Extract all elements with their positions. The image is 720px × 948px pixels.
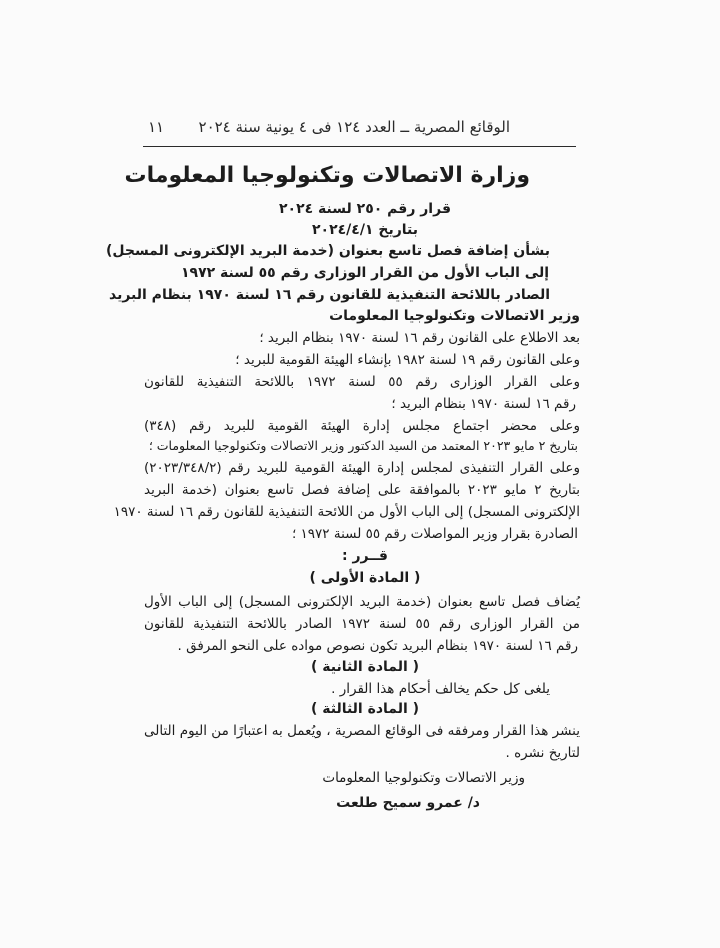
preamble-line: وعلى القرار الوزارى رقم ٥٥ لسنة ١٩٧٢ باللائحة التنفيذية للقانون [144,374,580,390]
article-heading: ( المادة الثالثة ) [310,701,420,717]
decree-number: قرار رقم ٢٥٠ لسنة ٢٠٢٤ [279,201,451,217]
running-header-title: الوقائع المصرية ــ العدد ١٢٤ فى ٤ يونية سنة ٢٠٢٤ [198,118,510,136]
preamble-line: بتاريخ ٢ مايو ٢٠٢٣ بالموافقة على إضافة فصل تاسع بعنوان (خدمة البريد [144,482,580,498]
preamble-line: وعلى محضر اجتماع مجلس إدارة الهيئة القومية للبريد رقم (٣٤٨) [144,418,580,434]
signature-name: د/ عمرو سميح طلعت [336,795,480,811]
preamble-line: بعد الاطلاع على القانون رقم ١٦ لسنة ١٩٧٠ بنظام البريد ؛ [259,330,580,346]
preamble-line: رقم ١٦ لسنة ١٩٧٠ بنظام البريد ؛ [391,396,576,412]
preamble-line: الصادرة بقرار وزير المواصلات رقم ٥٥ لسنة ١٩٧٢ ؛ [291,526,578,542]
signature-title: وزير الاتصالات وتكنولوجيا المعلومات [322,770,525,786]
article-text-line: ينشر هذا القرار ومرفقه فى الوقائع المصرية ، ويُعمل به اعتبارًا من اليوم التالى [144,723,580,739]
header-divider [143,146,576,147]
decree-subject-line: الصادر باللائحة التنفيذية للقانون رقم ١٦ لسنة ١٩٧٠ بنظام البريد [108,287,550,303]
decided-label: قــرر : [342,548,388,564]
article-text-line: يُضاف فصل تاسع بعنوان (خدمة البريد الإلكترونى المسجل) إلى الباب الأول [144,594,580,610]
article-text-line: رقم ١٦ لسنة ١٩٧٠ بنظام البريد تكون نصوص مواده على النحو المرفق . [177,638,578,654]
preamble-line: وعلى القرار التنفيذى لمجلس إدارة الهيئة القومية للبريد رقم (٢٠٢٣/٣٤٨/٢) [144,460,580,476]
article-heading: ( المادة الثانية ) [310,659,420,675]
ministry-title: وزارة الاتصالات وتكنولوجيا المعلومات [124,163,530,188]
preamble-line: بتاريخ ٢ مايو ٢٠٢٣ المعتمد من السيد الدكتور وزير الاتصالات وتكنولوجيا المعلومات ؛ [148,438,578,453]
article-heading: ( المادة الأولى ) [309,570,421,586]
preamble-line: الإلكترونى المسجل) إلى الباب الأول من اللائحة التنفيذية للقانون رقم ١٦ لسنة ١٩٧٠ [113,504,580,520]
preamble-line: وعلى القانون رقم ١٩ لسنة ١٩٨٢ بإنشاء الهيئة القومية للبريد ؛ [235,352,580,368]
decree-subject-line: بشأن إضافة فصل تاسع بعنوان (خدمة البريد الإلكترونى المسجل) [105,243,550,259]
issuer-heading: وزير الاتصالات وتكنولوجيا المعلومات [329,308,580,324]
decree-subject-line: إلى الباب الأول من القرار الوزارى رقم ٥٥ لسنة ١٩٧٢ [180,265,549,281]
article-text-line: من القرار الوزارى رقم ٥٥ لسنة ١٩٧٢ الصادر باللائحة التنفيذية للقانون [144,616,580,632]
decree-date: بتاريخ ٢٠٢٤/٤/١ [311,222,418,238]
page-number: ١١ [148,118,165,136]
article-text-line: يلغى كل حكم يخالف أحكام هذا القرار . [331,681,550,697]
article-text-line: لتاريخ نشره . [505,745,580,761]
